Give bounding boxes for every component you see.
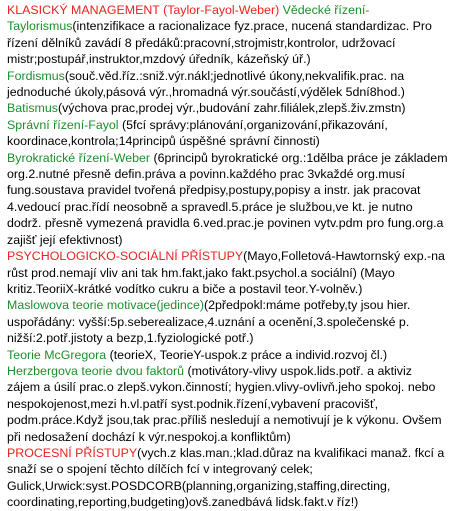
paragraph-psychologicko-socialni-pristupy: [7, 248, 448, 297]
body-text-byrokraticke-rizeni: (6principů byrokratické org.:1dělba práce je základem org.2.nutné přesně defin.práva a povinn.každého prac 3vkaždé org.musí fung.soustava pravidel tvořená předpisy,postupy,popisy a instr. jak pracovat 4.vedoucí prac.řídí neosobně a spravedl.5.práce je službou,ve kt. je nutno dodrž. přesně vymezená pravidla 6.ved.prac.je povinen vytv.pdm pro fung.org.a zajišť její efektivnost): [7, 150, 448, 247]
subheading-byrokraticke-rizeni-weber: Byrokratické řízení-Weber: [7, 150, 154, 165]
body-text-fordismus: (souč.věd.říz.:sniž.výr.nákl;jednotlivé úkony,nekvalifik.prac. na jednoduché úkoly,pásová výr.,hromadná výr.součástí,výdělek 5dní8hod.): [7, 68, 405, 100]
body-text-maslowova-teorie: (2předpokl:máme potřeby,ty jsou hier. uspořádány: vyšší:5p.seberealizace,4.uznání a ocenění,3.společenské p. nižší:2.potř.jistoty a bezp,1.fyziologické potř.): [7, 298, 411, 346]
paragraph-herzbergova-teorie: [7, 363, 448, 445]
subheading-maslowova-teorie: Maslowova teorie motivace(jedince): [7, 298, 204, 313]
paragraph-maslowova-teorie: [7, 297, 448, 346]
body-text-herzbergova-teorie: (motivátory-vlivy uspok.lids.potř. a aktiviz zájem a úsilí prac.o zlepš.vykon.činností; hygien.vlivy-ovlivň.jeho spokoj. nebo nespokojenost,mezi h.vl.patří syst.podnik.řízení,vybavení pracovišť, podm.práce.Když jsou,tak prac.příliš nesledují a nemotivují je k výkonu. Ovšem při nedosažení dochází k výr.nespokoj.a konfliktům): [7, 363, 442, 444]
body-text-procesni-pristupy: (vych.z klas.man.;klad.důraz na kvalifikaci manaž. fkcí a snaží se o spojení těchto dílčích fcí v integrovaný celek; Gulick,Urwick:syst.POSDCORB(planning,organizing,staffing,directing, coordinating,reporting,budgeting)ovš.zanedbává lidsk.fakt.v říz!): [7, 445, 445, 510]
subheading-teorie-mcgregora: Teorie McGregora: [7, 347, 110, 362]
paragraph-klasicky-management-taylorismus: [7, 2, 448, 68]
subheading-batismus: Batismus: [7, 101, 58, 116]
body-text-psychologicko-socialni: (Mayo,Folletová-Hawtornský exp.-na růst prod.nemají vliv ani tak hm.fakt,jako fakt.psychol.a sociální) (Mayo kritiz.TeoriiX-krátké vodítko cukru a biče a postavil teor.Y-volněv.): [7, 249, 445, 296]
heading-procesni-pristupy: PROCESNÍ PŘÍSTUPY: [7, 445, 138, 460]
paragraph-spravni-rizeni-fayol: [7, 117, 448, 150]
paragraph-fordismus: [7, 68, 448, 101]
subheading-herzbergova-teorie: Herzbergova teorie dvou faktorů: [7, 363, 188, 378]
subheading-fordismus: Fordismus: [7, 68, 65, 83]
subheading-spravni-rizeni-fayol: Správní řízení-Fayol: [7, 117, 123, 132]
body-text-taylorismus: (intenzifikace a racionalizace fyz.prace, nucená standardizac. Pro řízení dělníků zavádí 8 předáků:pracovní,strojmistr,kontrolor, udržovací mistr;postupář,instruktor,mzdový úředník, kázeňský úř.): [7, 19, 432, 67]
heading-klasicky-management: KLASICKÝ MANAGEMENT (Taylor-Fayol-Weber): [7, 3, 283, 17]
body-text-teorie-mcgregora: (teorieX, TeorieY-uspok.z práce a individ.rozvoj čl.): [109, 347, 388, 362]
heading-psychologicko-socialni-pristupy: PSYCHOLOGICKO-SOCIÁLNÍ PŘÍSTUPY: [7, 249, 244, 264]
body-text-spravni-rizeni: (5fcí správy:plánování,organizování,přikazování, koordinace,kontrola;14principů úspěšné správní činnosti): [7, 117, 388, 149]
paragraph-byrokraticke-rizeni-weber: [7, 150, 448, 248]
paragraph-teorie-mcgregora: [7, 347, 448, 363]
body-text-batismus: (výchova prac,prodej výr.,budování zahr.filiálek,zlepš.živ.zmstn): [57, 101, 406, 116]
subheading-taylorismus: Vědecké řízení-Taylorismus: [7, 3, 370, 34]
paragraph-batismus: [7, 100, 448, 116]
